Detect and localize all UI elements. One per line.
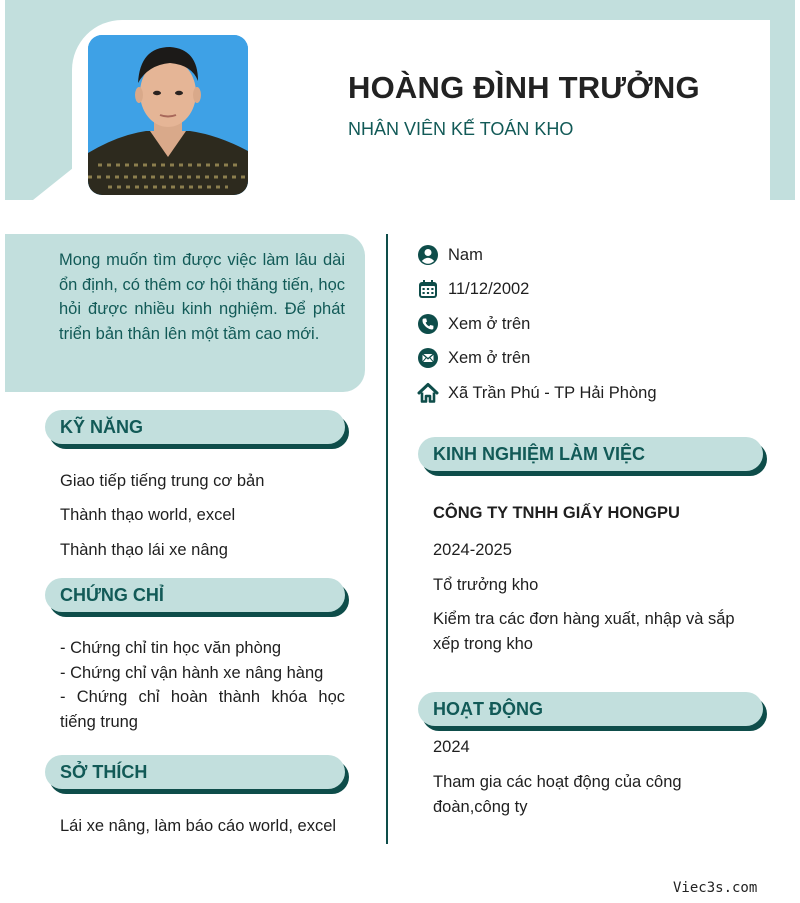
info-email [417, 346, 530, 370]
phone-value: Xem ở trên [448, 314, 531, 333]
gender-value: Nam [448, 245, 483, 264]
work-position: Tổ trưởng kho [433, 576, 539, 594]
calendar-icon [417, 278, 439, 300]
activities-heading [418, 692, 763, 726]
certificates-heading [45, 578, 345, 612]
experience-heading-label: KINH NGHIỆM LÀM VIỆC [418, 437, 763, 471]
hobbies-heading-label: SỞ THÍCH [45, 755, 345, 789]
activity-year: 2024 [433, 738, 470, 756]
info-phone [417, 312, 530, 336]
phone-icon [417, 313, 439, 335]
skill-item: Thành thạo lái xe nâng [60, 541, 228, 559]
home-icon [417, 382, 439, 404]
info-birthday [417, 277, 529, 301]
hobbies-text: Lái xe nâng, làm báo cáo world, excel [60, 817, 337, 835]
skill-item: Giao tiếp tiếng trung cơ bản [60, 472, 265, 490]
address-value: Xã Trần Phú - TP Hải Phòng [448, 383, 657, 402]
work-period: 2024-2025 [433, 541, 512, 559]
user-icon [417, 244, 439, 266]
activity-description: Tham gia các hoạt động của công đoàn,công ty [433, 773, 682, 816]
objective-text: Mong muốn tìm được việc làm lâu dài ổn định, có thêm cơ hội thăng tiến, học hỏi được nhiều kinh nghiệm. Để phát triển bản thân lên một tầm cao mới. [59, 251, 345, 343]
certificate-item: - Chứng chỉ vận hành xe nâng hàng [60, 664, 324, 682]
hobbies-heading [45, 755, 345, 789]
skills-heading [45, 410, 345, 444]
footer-watermark: Viec3s.com [673, 880, 758, 896]
skills-heading-label: KỸ NĂNG [45, 410, 345, 444]
candidate-role: NHÂN VIÊN KẾ TOÁN KHO [348, 119, 574, 139]
skill-item: Thành thạo world, excel [60, 506, 236, 524]
column-divider [386, 234, 388, 844]
work-description: Kiểm tra các đơn hàng xuất, nhập và sắp xếp trong kho [433, 610, 735, 653]
mail-icon [417, 347, 439, 369]
certificate-item: - Chứng chỉ tin học văn phòng [60, 639, 282, 657]
experience-heading [418, 437, 763, 471]
header-notch [5, 168, 73, 200]
company-name: CÔNG TY TNHH GIẤY HONGPU [433, 504, 680, 522]
birthday-value: 11/12/2002 [448, 279, 530, 298]
info-address [417, 381, 657, 405]
activities-heading-label: HOẠT ĐỘNG [418, 692, 763, 726]
profile-photo [88, 35, 248, 195]
email-value: Xem ở trên [448, 348, 531, 367]
info-gender [417, 243, 483, 267]
profile-photo-illustration [88, 35, 248, 195]
certificates-heading-label: CHỨNG CHỈ [45, 578, 345, 612]
certificate-item: - Chứng chỉ hoàn thành khóa học tiếng trung [60, 688, 345, 731]
candidate-name: HOÀNG ĐÌNH TRƯỞNG [348, 70, 700, 105]
